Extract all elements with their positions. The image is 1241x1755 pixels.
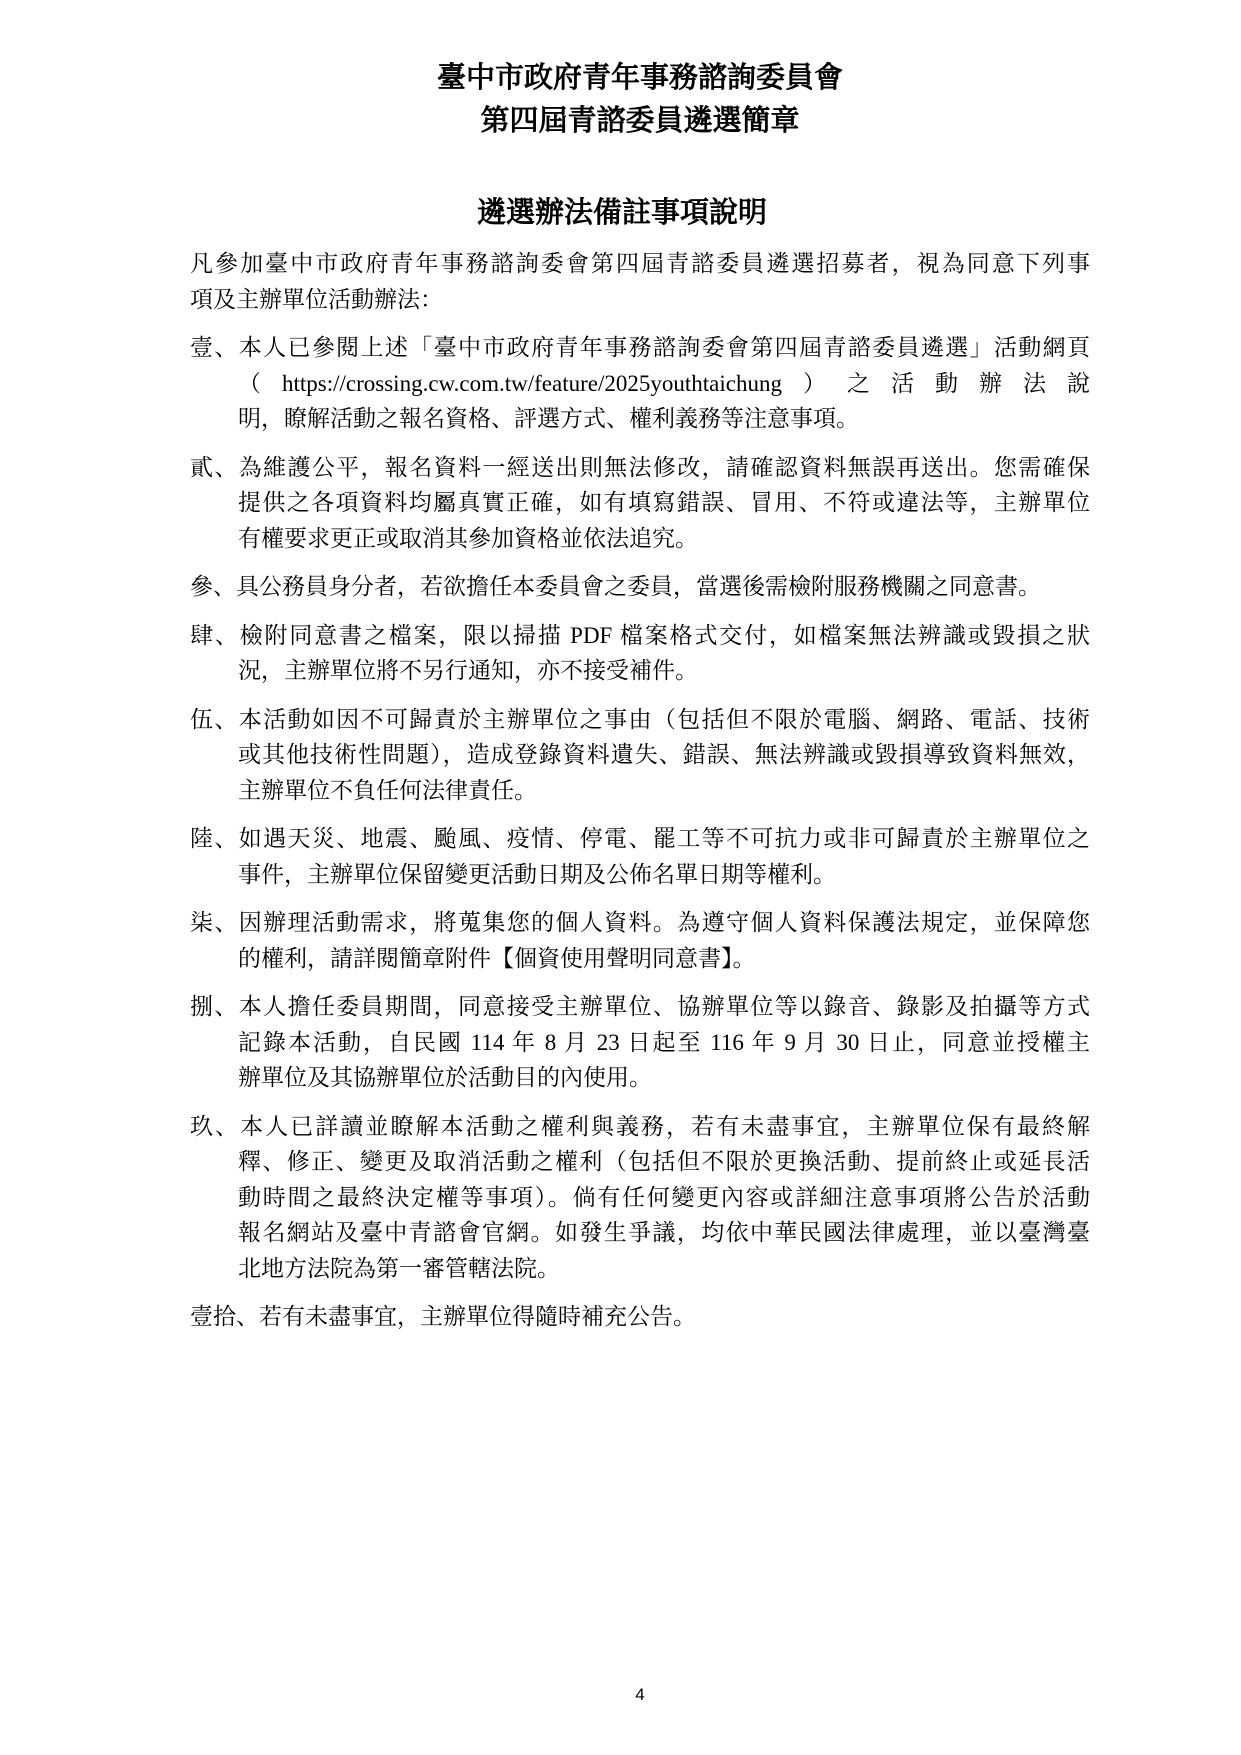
clause-line bbox=[190, 702, 1090, 738]
clause-number: 伍、 bbox=[190, 706, 239, 732]
clause-line: 主辦單位不負任何法律責任。 bbox=[238, 777, 537, 803]
clause-number: 壹拾、 bbox=[190, 1304, 259, 1329]
clause-line: 況，主辦單位將不另行通知，亦不接受補件。 bbox=[238, 658, 698, 683]
intro-line: 項及主辦單位活動辦法： bbox=[190, 286, 443, 312]
clause-line bbox=[190, 905, 1090, 941]
clause-line: 提供之各項資料均屬真實正確，如有填寫錯誤、冒用、不符或違法等，主辦單位 bbox=[238, 490, 1090, 515]
clause-line: 報名網站及臺中青諮會官網。如發生爭議，均依中華民國法律處理，並以臺灣臺 bbox=[238, 1220, 1090, 1245]
clause-line bbox=[190, 618, 1090, 654]
clause-item bbox=[190, 569, 1090, 605]
clause-line: 或其他技術性問題），造成登錄資料遺失、錯誤、無法辨識或毀損導致資料無效， bbox=[238, 742, 1090, 767]
clause-line: 明，瞭解活動之報名資格、評選方式、權利義務等注意事項。 bbox=[238, 406, 859, 431]
clause-item bbox=[190, 618, 1090, 689]
clause-number: 肆、 bbox=[190, 622, 240, 648]
document-body bbox=[190, 246, 1090, 1348]
clause-text: 本活動如因不可歸責於主辦單位之事由（包括但不限於電腦、網路、電話、技術 bbox=[238, 706, 1091, 732]
clause-line bbox=[190, 450, 1090, 486]
clause-number: 柒、 bbox=[190, 910, 239, 935]
clause-number: 陸、 bbox=[190, 826, 239, 851]
clause-line: 北地方法院為第一審管轄法院。 bbox=[238, 1255, 560, 1281]
clause-line bbox=[190, 1299, 1090, 1335]
clause-text: 檢附同意書之檔案，限以掃描 PDF 檔案格式交付，如檔案無法辨識或毀損之狀 bbox=[239, 622, 1091, 648]
clause-text: 若有未盡事宜，主辦單位得隨時補充公告。 bbox=[259, 1304, 696, 1329]
clause-line: 事件，主辦單位保留變更活動日期及公佈名單日期等權利。 bbox=[238, 861, 836, 887]
clause-line bbox=[190, 989, 1090, 1025]
page-title: 臺中市政府青年事務諮詢委員會 bbox=[436, 62, 843, 94]
intro-line: 凡參加臺中市政府青年事務諮詢委會第四屆青諮委員遴選招募者，視為同意下列事 bbox=[190, 251, 1090, 276]
clause-line bbox=[190, 569, 1090, 605]
clause-text: 具公務員身分者，若欲擔任本委員會之委員，當選後需檢附服務機關之同意書。 bbox=[236, 574, 1041, 599]
clause-text: 如遇天災、地震、颱風、疫情、停電、罷工等不可抗力或非可歸責於主辦單位之 bbox=[238, 826, 1091, 851]
clause-number: 參、 bbox=[190, 574, 236, 599]
clause-item bbox=[190, 330, 1090, 437]
clause-number: 壹、 bbox=[190, 335, 239, 360]
clause-text: 本人已參閱上述「臺中市政府青年事務諮詢委會第四屆青諮委員遴選」活動網頁 bbox=[238, 335, 1091, 360]
clause-line: 辦單位及其協辦單位於活動目的內使用。 bbox=[238, 1065, 652, 1090]
page-number: 4 bbox=[635, 1685, 645, 1704]
clause-item bbox=[190, 1109, 1090, 1287]
clause-line: 有權要求更正或取消其參加資格並依法追究。 bbox=[238, 525, 698, 551]
clause-line: 動時間之最終決定權等事項）。倘有任何變更內容或詳細注意事項將公告於活動 bbox=[238, 1184, 1090, 1210]
clause-number: 貳、 bbox=[190, 454, 239, 480]
clause-line bbox=[190, 821, 1090, 857]
clause-text: 因辦理活動需求，將蒐集您的個人資料。為遵守個人資料保護法規定，並保障您 bbox=[238, 910, 1091, 935]
clause-item bbox=[190, 450, 1090, 557]
clause-line: （https://crossing.cw.com.tw/feature/2025youthtaichung）之活動辦法說 bbox=[238, 370, 1090, 396]
clause-item bbox=[190, 989, 1090, 1096]
clause-line bbox=[190, 1109, 1090, 1145]
clause-text: 本人已詳讀並瞭解本活動之權利與義務，若有未盡事宜，主辦單位保有最終解 bbox=[240, 1113, 1091, 1139]
section-heading: 遴選辦法備註事項說明 bbox=[476, 197, 767, 229]
clause-line: 記錄本活動，自民國 114 年 8 月 23 日起至 116 年 9 月 30 日止，同意並授權主 bbox=[238, 1029, 1090, 1055]
document-title-block bbox=[190, 57, 1090, 143]
clause-item bbox=[190, 1299, 1090, 1335]
intro-paragraph bbox=[190, 246, 1090, 317]
clause-number: 捌、 bbox=[190, 994, 239, 1019]
clause-line bbox=[190, 330, 1090, 366]
clause-line: 釋、修正、變更及取消活動之權利（包括但不限於更換活動、提前終止或延長活 bbox=[238, 1149, 1090, 1174]
clause-number: 玖、 bbox=[190, 1113, 241, 1139]
clause-item bbox=[190, 821, 1090, 892]
clause-text: 本人擔任委員期間，同意接受主辦單位、協辦單位等以錄音、錄影及拍攝等方式 bbox=[238, 994, 1091, 1019]
clause-line: 的權利，請詳閱簡章附件【個資使用聲明同意書】。 bbox=[238, 945, 756, 971]
clause-item bbox=[190, 905, 1090, 976]
page-subtitle: 第四屆青諮委員遴選簡章 bbox=[480, 105, 800, 137]
clause-list bbox=[190, 330, 1090, 1335]
clause-item bbox=[190, 702, 1090, 809]
clause-text: 為維護公平，報名資料一經送出則無法修改，請確認資料無誤再送出。您需確保 bbox=[238, 454, 1091, 480]
